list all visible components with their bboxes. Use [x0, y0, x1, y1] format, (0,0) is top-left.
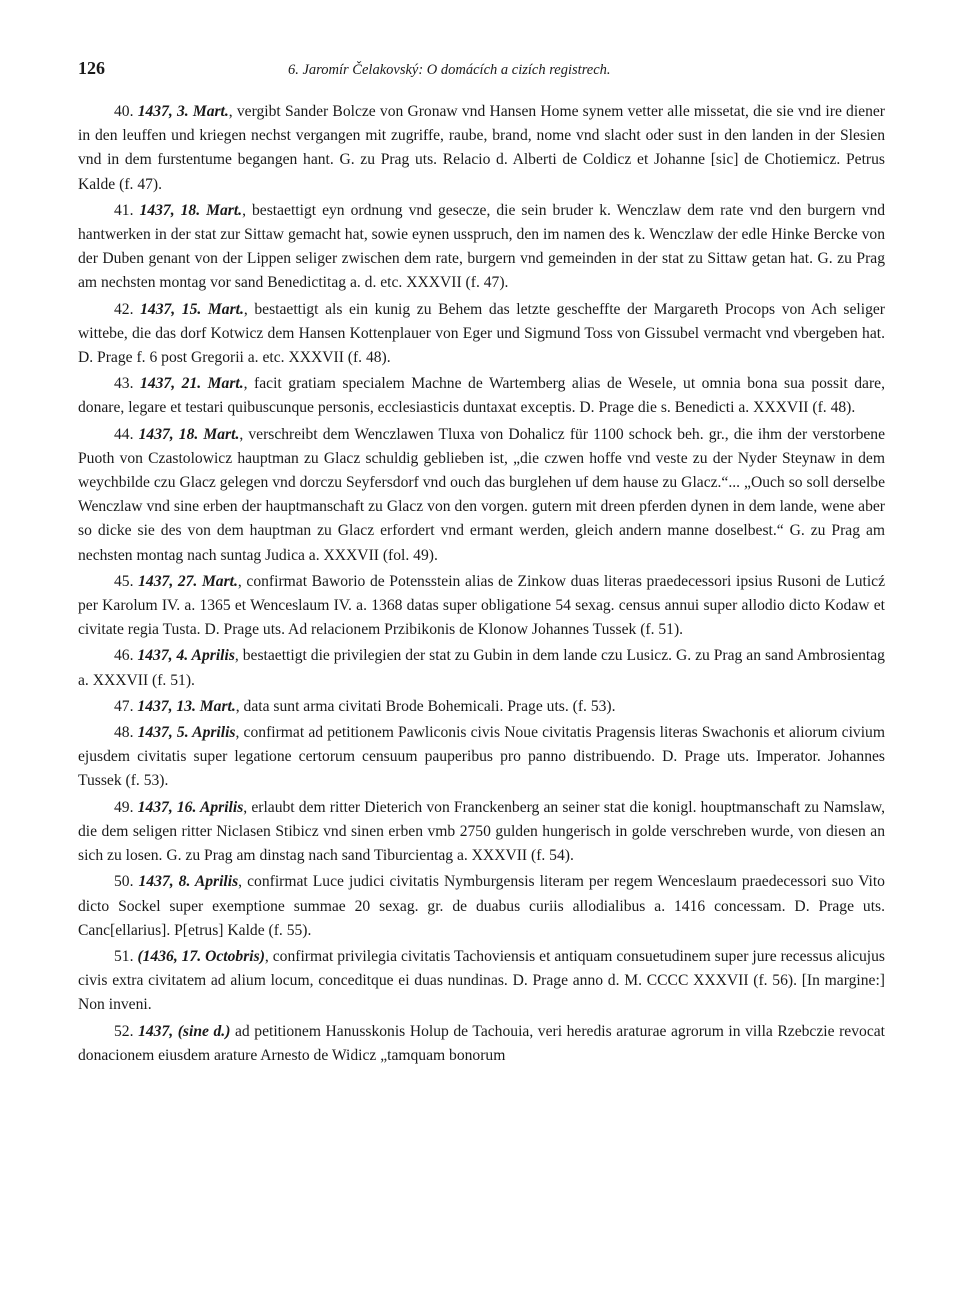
page-header	[78, 56, 885, 86]
entry-text: ad petitionem Hanusskonis Holup de Tachouia, veri heredis araturae agrorum in villa Rzebczie revocat donacionem eiusdem arature Arnesto de Widicz „tamquam bonorum	[78, 1022, 885, 1064]
entry-text: , data sunt arma civitati Brode Bohemicali. Prage uts. (f. 53).	[235, 697, 616, 715]
entry-number: 47.	[114, 697, 134, 715]
entry-52	[78, 1020, 885, 1070]
entry-number: 51.	[114, 947, 134, 965]
page-number: 126	[78, 58, 105, 78]
entry-number: 52.	[114, 1022, 134, 1040]
entry-date: 1437, 16. Aprilis	[137, 798, 244, 816]
entry-number: 41.	[114, 201, 134, 219]
entry-text: , confirmat Baworio de Potensstein alias de Zinkow duas literas praedecessori ipsius Rusoni de Luticź per Karolum IV. a. 1365 et Wenceslaum IV. a. 1368 datas super obligatione 54 sexag. census annui super allodio dicto Kodaw et civitate regia Tusta. D. Prage uts. Ad relacionem Przibikonis de Klonow Johannes Tussek (f. 51).	[78, 572, 885, 639]
entry-number: 40.	[114, 103, 134, 120]
entry-41	[78, 199, 885, 298]
entry-date: 1437, 5. Aprilis	[137, 724, 236, 742]
entry-49	[78, 796, 885, 871]
entry-50	[78, 870, 885, 945]
running-title: 6. Jaromír Čelakovský: O domácích a cizích registrech.	[288, 62, 611, 78]
entry-text: , erlaubt dem ritter Dieterich von Franckenberg an seiner stat die konigl. houptmanschaft zu Namslaw, die dem seligen ritter Niclasen Stibicz vnd sinen erben vmb 2750 gulden hungerisch in golde verschreben wurde, von diesen an sich zu losen. G. zu Prag am dinstag nach sand Tiburcientag a. XXXVII (f. 54).	[78, 798, 885, 865]
entry-date: 1437, 18. Mart.	[139, 201, 243, 219]
entry-text: , bestaettigt die privilegien der stat zu Gubin in dem lande czu Lusicz. G. zu Prag an sand Ambrosientag a. XXXVII (f. 51).	[78, 647, 885, 689]
entry-text: , bestaettigt als ein kunig zu Behem das letzte gescheffte der Margareth Procops von Ach seliger wittebe, die das dorf Kotwicz dem Hansen Kottenplauer von Eger und Sigmund Toss von Gissubel vermacht vnd vbergeben hat. D. Prage f. 6 post Gregorii a. etc. XXXVII (f. 48).	[78, 300, 885, 367]
entry-43	[78, 372, 885, 422]
entry-date: 1437, 21. Mart.	[140, 375, 244, 393]
entry-text: , vergibt Sander Bolcze von Gronaw vnd Hansen Home synem vetter alle missetat, die sie vnd ire diener in den leuffen und kriegen nechst vergangen mit zugriffe, raube, brand, nome vnd slacht oder sust in den landen in der Slesien vnd in dem furstentume begangen hant. G. zu Prag uts. Relacio d. Alberti de Coldicz et Johanne [sic] de Chotiemicz. Petrus Kalde (f. 47).	[78, 103, 885, 193]
entry-number: 42.	[114, 300, 134, 318]
entry-48	[78, 721, 885, 796]
entry-number: 49.	[114, 798, 134, 816]
entry-date: 1437, 13. Mart.	[137, 697, 236, 715]
entry-45	[78, 570, 885, 645]
entry-44	[78, 423, 885, 570]
entry-date: 1437, 8. Aprilis	[138, 873, 239, 891]
entry-number: 44.	[114, 425, 134, 443]
entry-date: 1437, 3. Mart.	[137, 103, 229, 120]
entry-date: (1436, 17. Octobris)	[137, 947, 265, 965]
entry-number: 46.	[114, 647, 134, 665]
entry-text: , confirmat privilegia civitatis Tachoviensis et antiquam consuetudinem super jure recessus alicujus civis extra civitatem ad alium locum, conceditque ei duas nundinas. D. Prage anno d. M. CCCC XXXVII (f. 56). [In margine:] Non inveni.	[78, 947, 885, 1014]
entry-date: 1437, 18. Mart.	[138, 425, 240, 443]
entry-47	[78, 695, 885, 721]
entry-date: 1437, 27. Mart.	[138, 572, 238, 590]
entry-text: , confirmat ad petitionem Pawliconis civis Noue civitatis Pragensis literas Swachonis et aliorum civium ejusdem civitatis super legatione certorum censuum pauperibus pro panno distribuendo. D. Prage uts. Imperator. Johannes Tussek (f. 53).	[78, 724, 885, 790]
entry-46	[78, 644, 885, 694]
entry-text: , bestaettigt eyn ordnung vnd gesecze, die sein bruder k. Wenczlaw dem rate vnd den burgern vnd hantwerken in der stat zur Sittaw gemacht hat, sowie eynen usspruch, den im namen des k. Wenczlaw der edle Hinke Bercke von der Duben genant von der Lippen seliger zwischen dem rate, burgern vnd gemeinden in der stat zu Sittaw getan hat. G. zu Prag am nechsten montag vor sand Benedictitag a. d. etc. XXXVII (f. 47).	[78, 201, 885, 292]
entry-text: , verschreibt dem Wenczlawen Tluxa von Dohalicz für 1100 schock beh. gr., die ihm der verstorbene Puoth von Czastolowicz hauptman zu Glacz schuldig geblieben ist, „die czwen hoffe vnd veste zu der Nyder Steynaw in dem weychbilde czu Glacz gelegen vnd dorczu Seyfersdorf vnd ouch das burglehen uf dem hause zu Glacz.“... „Ouch so soll derselbe Wenczlaw vnd sine erben der hauptmanschaft zu Glacz von den vorgen. gutern mit dreen pferden dynen in dem lande, wene aber so dicke sie des von dem hauptman zu Glacz erfordert vnd ermant werden, gleich andern manne doselbest.“ G. zu Prag am nechsten montag nach suntag Judica a. XXXVII (fol. 49).	[78, 425, 885, 564]
document-page	[78, 56, 885, 1070]
entry-text: , confirmat Luce judici civitatis Nymburgensis literam per regem Wenceslaum praedecessori suo Vito dicto Sockel super exemptione summae 20 sexag. gr. de duabus curiis allodialibus a. 1416 concessam. D. Prage uts. Canc[ellarius]. P[etrus] Kalde (f. 55).	[78, 873, 885, 939]
entry-42	[78, 298, 885, 373]
entry-40	[78, 100, 885, 199]
entry-date: 1437, 15. Mart.	[140, 300, 244, 318]
entry-51	[78, 945, 885, 1020]
entry-date: 1437, 4. Aprilis	[137, 647, 235, 665]
entry-number: 43.	[114, 375, 134, 393]
entry-text: , facit gratiam specialem Machne de Wartemberg alias de Wesele, ut omnia bona sua possit dare, donare, legare et testari quibuscunque personis, ecclesiasticis duntaxat exceptis. D. Prage die s. Benedicti a. XXXVII (f. 48).	[78, 375, 885, 417]
entry-number: 45.	[114, 572, 134, 590]
entry-number: 48.	[114, 724, 134, 742]
entry-number: 50.	[114, 873, 134, 891]
entry-date: 1437, (sine d.)	[138, 1022, 231, 1040]
